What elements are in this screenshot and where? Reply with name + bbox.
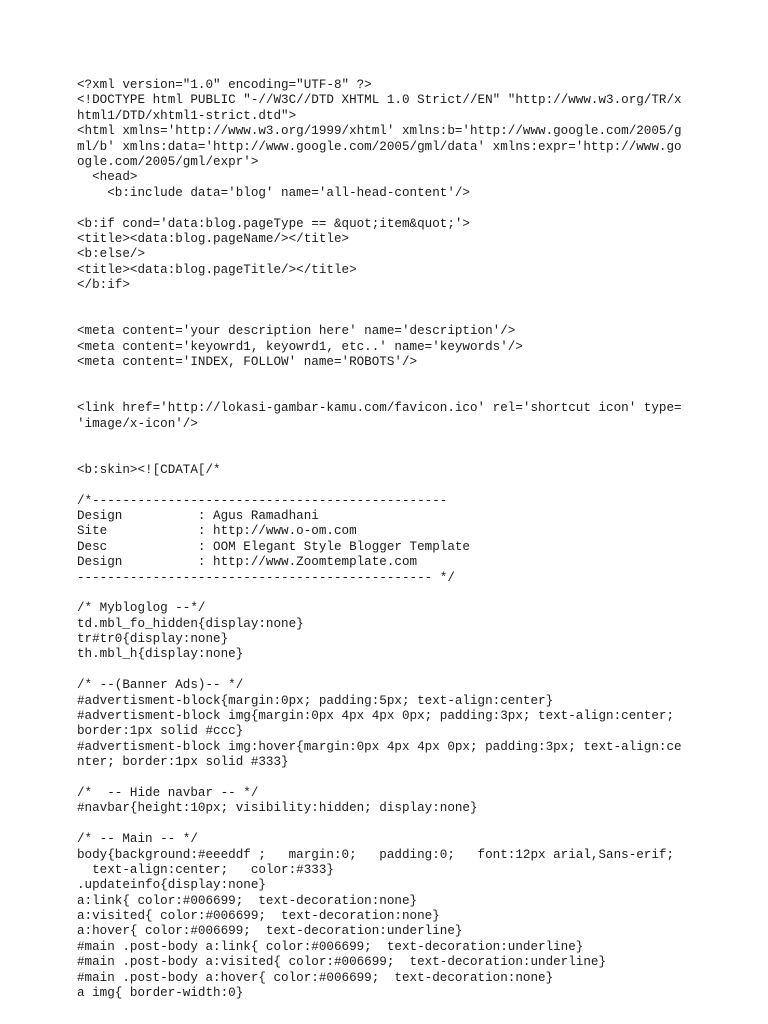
code-line: <b:else/> <box>77 247 146 262</box>
code-line: /* -- Hide navbar -- */ <box>77 785 259 800</box>
code-line: body{background:#eeeddf ; margin:0; padding:0; font:12px arial,Sans-erif; <box>77 847 675 862</box>
code-line <box>77 817 697 832</box>
code-line <box>77 386 697 401</box>
code-line: #main .post-body a:link{ color:#006699; text-decoration:underline} <box>77 939 584 954</box>
code-line: /* -- Main -- */ <box>77 832 198 847</box>
code-line: <meta content='INDEX, FOLLOW' name='ROBOTS'/> <box>77 355 418 370</box>
code-line: th.mbl_h{display:none} <box>77 647 244 662</box>
code-line: ogle.com/2005/gml/expr'> <box>77 154 259 169</box>
code-line <box>77 370 697 385</box>
code-line: 'image/x-icon'/> <box>77 416 198 431</box>
code-line: #advertisment-block{margin:0px; padding:5px; text-align:center} <box>77 693 554 708</box>
code-line: <meta content='keyowrd1, keyowrd1, etc..' name='keywords'/> <box>77 339 523 354</box>
code-line <box>77 201 697 216</box>
code-line: <b:skin><![CDATA[/* <box>77 462 221 477</box>
code-line: .updateinfo{display:none} <box>77 878 266 893</box>
code-line: /*----------------------------------------------- <box>77 493 448 508</box>
code-line <box>77 663 697 678</box>
code-line: </b:if> <box>77 278 130 293</box>
code-line: <meta content='your description here' name='description'/> <box>77 324 516 339</box>
code-line: td.mbl_fo_hidden{display:none} <box>77 616 304 631</box>
code-line: #main .post-body a:hover{ color:#006699; text-decoration:none} <box>77 970 554 985</box>
code-line <box>77 478 697 493</box>
code-line: ----------------------------------------------- */ <box>77 570 455 585</box>
code-line <box>77 293 697 308</box>
code-line: /* Mybloglog --*/ <box>77 601 206 616</box>
code-line: #main .post-body a:visited{ color:#006699; text-decoration:underline} <box>77 955 607 970</box>
code-line: a img{ border-width:0} <box>77 986 244 1001</box>
code-line: #navbar{height:10px; visibility:hidden; display:none} <box>77 801 478 816</box>
code-line: Design : http://www.Zoomtemplate.com <box>77 555 418 570</box>
code-line: ml/b' xmlns:data='http://www.google.com/2005/gml/data' xmlns:expr='http://www.go <box>77 139 682 154</box>
code-line: a:hover{ color:#006699; text-decoration:underline} <box>77 924 463 939</box>
code-line: a:visited{ color:#006699; text-decoration:none} <box>77 909 440 924</box>
code-line: <b:include data='blog' name='all-head-content'/> <box>77 185 470 200</box>
code-listing <box>77 78 697 1001</box>
code-line: a:link{ color:#006699; text-decoration:none} <box>77 893 418 908</box>
code-line: <title><data:blog.pageName/></title> <box>77 231 350 246</box>
code-line <box>77 309 697 324</box>
code-line: <html xmlns='http://www.w3.org/1999/xhtml' xmlns:b='http://www.google.com/2005/g <box>77 124 682 139</box>
code-line: Desc : OOM Elegant Style Blogger Template <box>77 539 470 554</box>
code-line <box>77 432 697 447</box>
code-line: nter; border:1px solid #333} <box>77 755 289 770</box>
code-line <box>77 771 697 786</box>
code-line: <!DOCTYPE html PUBLIC "-//W3C//DTD XHTML 1.0 Strict//EN" "http://www.w3.org/TR/x <box>77 93 682 108</box>
code-line: <head> <box>77 170 138 185</box>
code-line: html1/DTD/xhtml1-strict.dtd"> <box>77 108 297 123</box>
code-line: border:1px solid #ccc} <box>77 724 244 739</box>
code-line: <?xml version="1.0" encoding="UTF-8" ?> <box>77 78 372 92</box>
code-line: <b:if cond='data:blog.pageType == &quot;item&quot;'> <box>77 216 470 231</box>
code-line <box>77 586 697 601</box>
code-line: text-align:center; color:#333} <box>77 862 334 877</box>
code-line: <title><data:blog.pageTitle/></title> <box>77 262 357 277</box>
code-line: #advertisment-block img{margin:0px 4px 4px 0px; padding:3px; text-align:center; <box>77 709 675 724</box>
code-line: #advertisment-block img:hover{margin:0px 4px 4px 0px; padding:3px; text-align:ce <box>77 739 682 754</box>
code-line <box>77 447 697 462</box>
code-line: <link href='http://lokasi-gambar-kamu.com/favicon.ico' rel='shortcut icon' type= <box>77 401 682 416</box>
code-line: Site : http://www.o-om.com <box>77 524 357 539</box>
code-line: /* --(Banner Ads)-- */ <box>77 678 244 693</box>
code-line: Design : Agus Ramadhani <box>77 508 319 523</box>
code-line: tr#tr0{display:none} <box>77 632 229 647</box>
